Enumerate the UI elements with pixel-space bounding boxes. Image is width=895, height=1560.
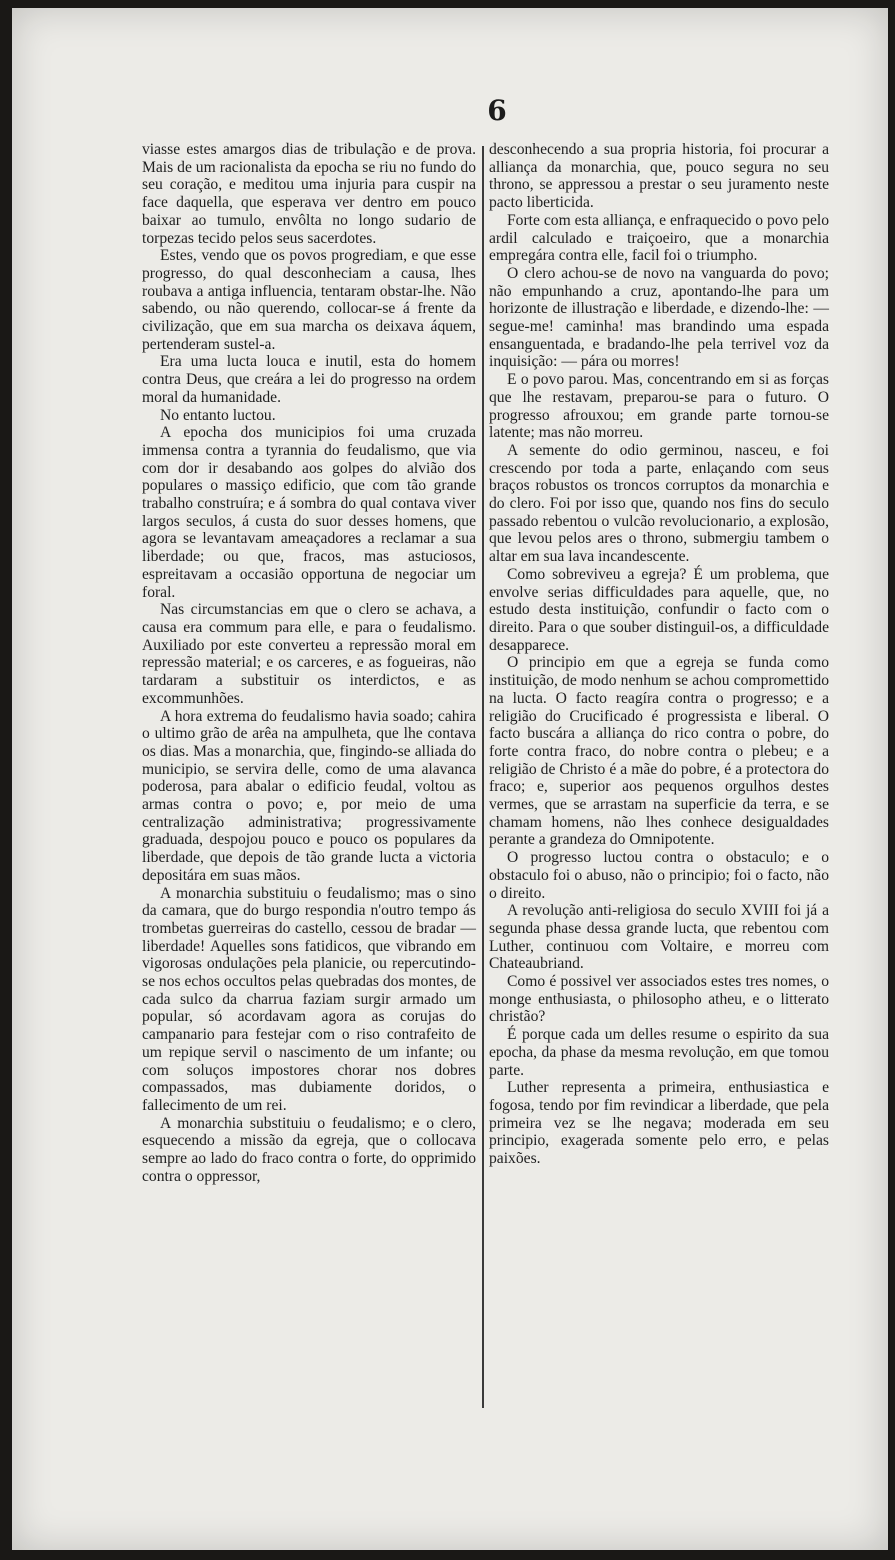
paragraph: Como sobreviveu a egreja? É um problema, que envolve serias difficuldades para aquelle, que, no estudo desta instituição, confundir o facto com o direito. Para o que souber distinguil-os, a difficuldade desapparece. [489, 565, 829, 654]
paragraph: O clero achou-se de novo na vanguarda do povo; não empunhando a cruz, apontando-lhe para um horizonte de illustração e liberdade, e dizendo-lhe: — segue-me! caminha! mas brandindo uma espada ensanguentada, e bradando-lhe pela terrivel voz da inquisição: — pára ou morres! [489, 264, 829, 371]
paragraph: viasse estes amargos dias de tribulação e de prova. Mais de um racionalista da epocha se riu no fundo do seu coração, e meditou uma injuria para cuspir na face daquella, que esperava ver dentro em pouco baixar ao tumulo, envôlta no longo sudario de torpezas tecido pelos seus sacerdotes. [142, 141, 476, 247]
paragraph: É porque cada um delles resume o espirito da sua epocha, da phase da mesma revolução, em que tomou parte. [489, 1026, 829, 1079]
paragraph: Forte com esta alliança, e enfraquecido o povo pelo ardil calculado e traiçoeiro, que a monarchia empregára contra elle, facil foi o triumpho. [489, 211, 829, 265]
right-column [489, 141, 829, 1168]
paragraph: A revolução anti-religiosa do seculo XVIII foi já a segunda phase dessa grande lucta, que rebentou com Luther, continuou com Voltaire, e morreu com Chateaubriand. [489, 902, 829, 973]
left-column [142, 141, 476, 1185]
page-number: 6 [487, 94, 507, 127]
column-divider [482, 146, 484, 1408]
paragraph: Era uma lucta louca e inutil, esta do homem contra Deus, que creára a lei do progresso na ordem moral da humanidade. [142, 353, 476, 406]
paragraph: O principio em que a egreja se funda como instituição, de modo nenhum se achou compromettido na lucta. O facto reagíra contra o progresso; e a religião do Crucificado é progressista e liberal. O facto buscára a alliança do rico contra o pobre, do forte contra fraco, do nobre contra o plebeu; e a religião de Christo é a mãe do pobre, é a protectora do fraco; e, superior aos pequenos orgulhos destes vermes, que se arrastam na superficie da terra, e se chamam homens, não lhes conhece desigualdades perante a grandeza do Omnipotente. [489, 654, 829, 849]
paragraph: A semente do odio germinou, nasceu, e foi crescendo por toda a parte, enlaçando com seus braços robustos os troncos corruptos da monarchia e do clero. Foi por isso que, quando nos fins do seculo passado rebentou o vulcão revolucionario, a explosão, que levou pelos ares o throno, submergiu tambem o altar em sua lava incandescente. [489, 441, 829, 566]
paragraph: A epocha dos municipios foi uma cruzada immensa contra a tyrannia do feudalismo, que via com dor ir desabando aos golpes do alvião dos populares o massiço edificio, que com tão grande trabalho construíra; e á sombra do qual contava viver largos seculos, á custa do suor desses homens, que agora se levantavam ameaçadores a reclamar a sua liberdade; ou que, fracos, mas astuciosos, espreitavam a occasião opportuna de negociar um foral. [142, 424, 476, 601]
paragraph: Nas circumstancias em que o clero se achava, a causa era commum para elle, e para o feudalismo. Auxiliado por este converteu a repressão moral em repressão material; e os carceres, e as fogueiras, não tardaram a substituir os interdictos, e as excommunhões. [142, 601, 476, 707]
paragraph: A hora extrema do feudalismo havia soado; cahira o ultimo grão de arêa na ampulheta, que lhe contava os dias. Mas a monarchia, que, fingindo-se alliada do municipio, se servira delle, como de uma alavanca poderosa, para abalar o edificio feudal, voltou as armas contra o povo; e, por meio de uma centralização administrativa; progressivamente graduada, despojou pouco e pouco os populares da liberdade, que depois de tão grande lucta a victoria depositára em suas mãos. [142, 707, 476, 884]
paragraph: O progresso luctou contra o obstaculo; e o obstaculo foi o abuso, não o principio; foi o facto, não o direito. [489, 849, 829, 902]
paragraph: E o povo parou. Mas, concentrando em si as forças que lhe restavam, preparou-se para o futuro. O progresso afrouxou; em grande parte tornou-se latente; mas não morreu. [489, 371, 829, 442]
paragraph: No entanto luctou. [160, 406, 276, 424]
paragraph: A monarchia substituiu o feudalismo; e o clero, esquecendo a missão da egreja, que o collocava sempre ao lado do fraco contra o forte, do opprimido contra o oppressor, [142, 1114, 476, 1185]
scanned-page [12, 8, 888, 1550]
paragraph: Luther representa a primeira, enthusiastica e fogosa, tendo por fim revindicar a liberdade, que pela primeira vez se lhe negava; moderada em seu principio, exagerada somente pelo erro, e pelas paixões. [489, 1079, 829, 1168]
paragraph: desconhecendo a sua propria historia, foi procurar a alliança da monarchia, que, pouco segura no seu throno, se appressou a prestar o seu juramento neste pacto liberticida. [489, 141, 829, 212]
paragraph: Como é possivel ver associados estes tres nomes, o monge enthusiasta, o philosopho atheu, e o litterato christão? [489, 973, 829, 1026]
paragraph: Estes, vendo que os povos progrediam, e que esse progresso, do qual desconheciam a causa, lhes roubava a antiga influencia, tentaram obstar-lhe. Não sabendo, ou não querendo, collocar-se á frente da civilização, que em sua marcha os deixava áquem, pertenderam sustel-a. [142, 247, 476, 353]
paragraph: A monarchia substituiu o feudalismo; mas o sino da camara, que do burgo respondia n'outro tempo ás trombetas guerreiras do castello, cessou de bradar — liberdade! Aquelles sons fatidicos, que vibrando em vigorosas ondulações pela planicie, ou repercutindo-se nos echos occultos pelas quebradas dos montes, de cada sulco da charrua faziam surgir armado um popular, só acordavam agora as corujas do campanario para festejar com o riso contrafeito de um repique servil o nascimento de um infante; ou com soluços impostores chorar nos dobres compassados, mas dubiamente doridos, o fallecimento de um rei. [142, 884, 476, 1114]
